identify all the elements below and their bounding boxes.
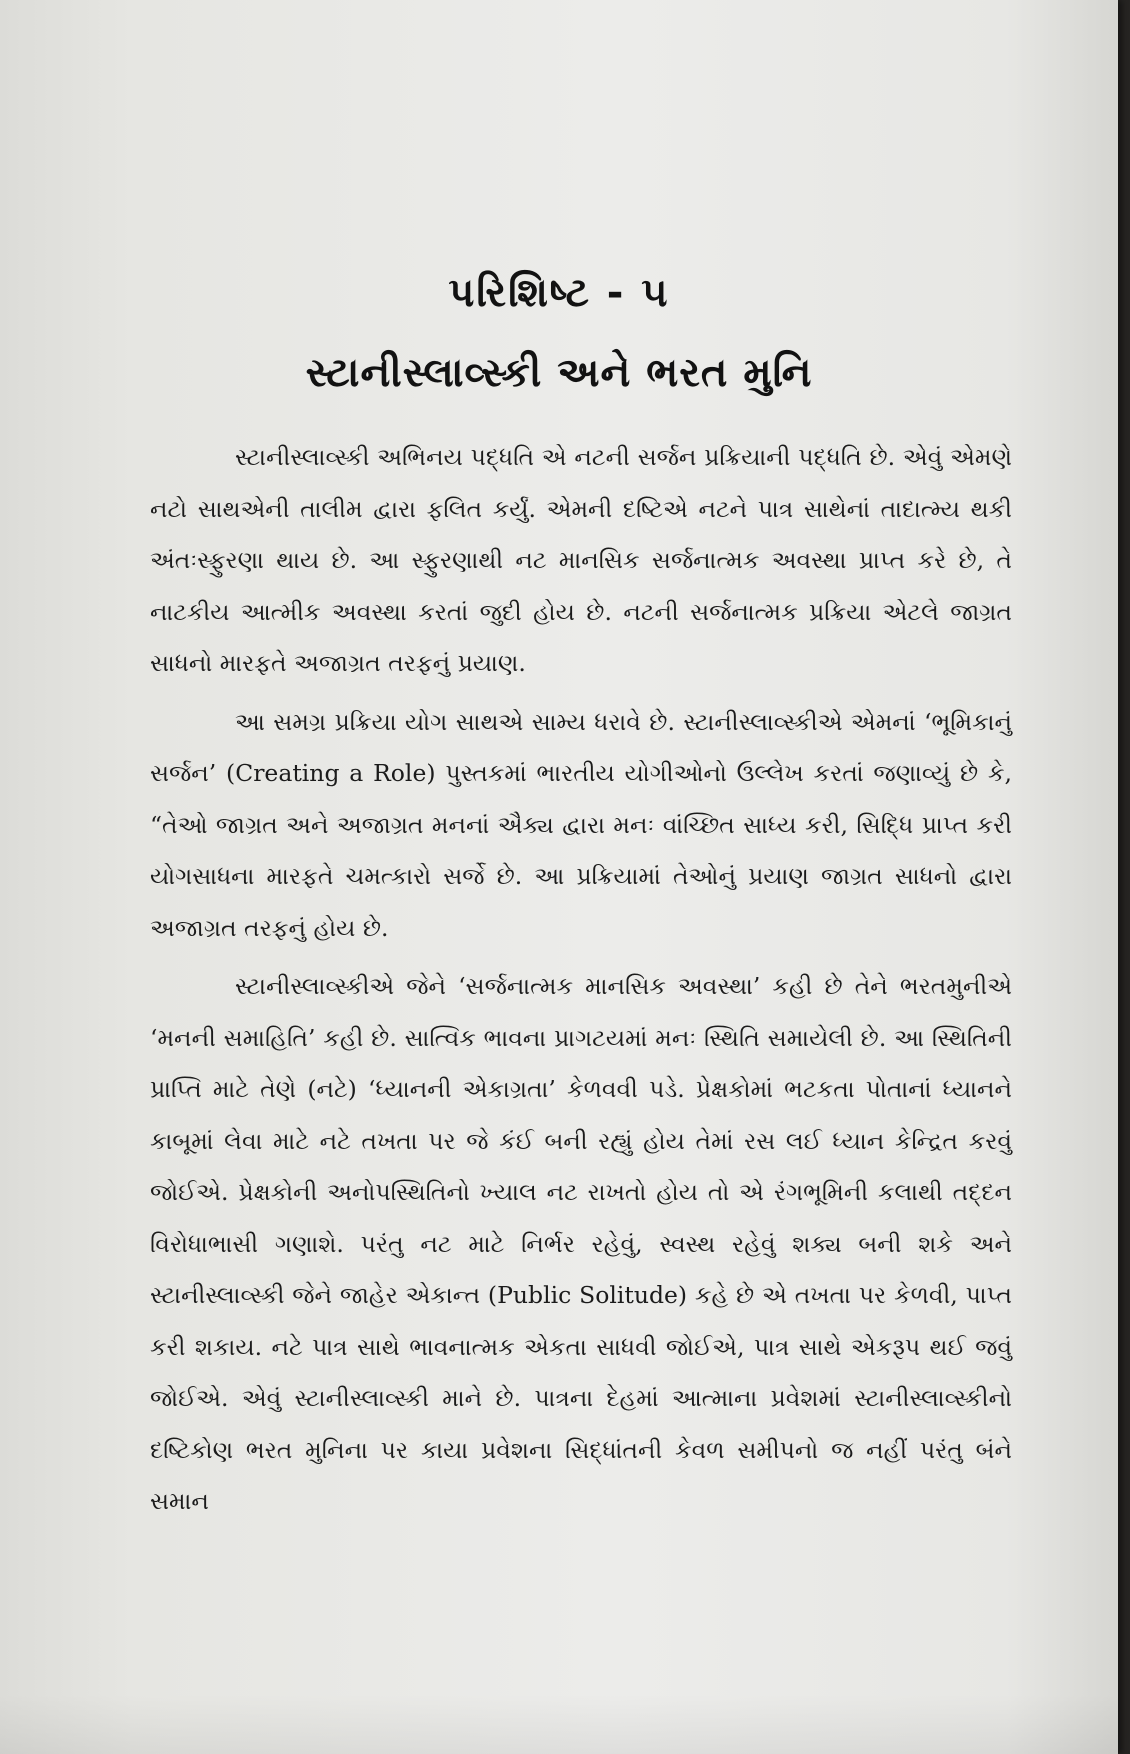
appendix-heading: પરિશિષ્ટ - ૫ — [448, 270, 670, 316]
running-head-bleed — [150, 170, 1030, 192]
paragraph-1: સ્ટાનીસ્લાવ્સ્કી અભિનય પદ્ધતિ એ નટની સર્જન પ્રક્રિયાની પદ્ધતિ છે. એવું એમણે નટો સાથએની તાલીમ દ્વારા ફલિત કર્યું. એમની દષ્ટિએ નટને પાત્ર સાથેનાં તાદાત્મ્ય થકી અંતઃસ્ફુરણા થાય છે. આ સ્ફુરણાથી નટ માનસિક સર્જનાત્મક અવસ્થા પ્રાપ્ત કરે છે, તે નાટકીય આત્મીક અવસ્થા કરતાં જુદી હોય છે. નટની સર્જનાત્મક પ્રક્રિયા એટલે જાગ્રત સાધનો મારફતે અજાગ્રત તરફનું પ્રયાણ. — [150, 443, 1012, 677]
page-shadow — [0, 1694, 1118, 1754]
paragraph-3: સ્ટાનીસ્લાવ્સ્કીએ જેને ‘સર્જનાત્મક માનસિક અવસ્થા’ કહી છે તેને ભરતમુનીએ ‘મનની સમાહિતિ’ કહી છે. સાત્વિક ભાવના પ્રાગટયમાં મનઃ સ્થિતિ સમાયેલી છે. આ સ્થિતિની પ્રાપ્તિ માટે તેણે (નટે) ‘ધ્યાનની એકાગ્રતા’ કેળવવી પડે. પ્રેક્ષકોમાં ભટકતા પોતાનાં ધ્યાનને કાબૂમાં લેવા માટે નટે તખતા પર જે કંઈ બની રહ્યું હોય તેમાં રસ લઈ ધ્યાન કેન્દ્રિત કરવું જોઈએ. પ્રેક્ષકોની અનોપસ્થિતિનો ખ્યાલ નટ રાખતો હોય તો એ રંગભૂમિની કલાથી તદ્દન વિરોધાભાસી ગણાશે. પરંતુ નટ માટે નિર્ભર રહેવું, સ્વસ્થ રહેવું શક્ય બની શકે અને સ્ટાનીસ્લાવ્સ્કી જેને જાહેર એકાન્ત (Public Solitude) કહે છે એ તખતા પર કેળવી, પાપ્ત કરી શકાય. નટે પાત્ર સાથે ભાવનાત્મક એકતા સાધવી જોઈએ, પાત્ર સાથે એકરૂપ થઈ જવું જોઈએ. એવું સ્ટાનીસ્લાવ્સ્કી માને છે. પાત્રના દેહમાં આત્માના પ્રવેશમાં સ્ટાનીસ્લાવ્સ્કીનો દષ્ટિકોણ ભરત મુનિના પર કાયા પ્રવેશના સિદ્ધાંતની કેવળ સમીપનો જ નહીં પરંતુ બંને સમાન — [150, 972, 1012, 1515]
chapter-title: સ્ટાનીસ્લાવ્સ્કી અને ભરત મુનિ — [305, 350, 813, 396]
body-text — [150, 432, 1012, 1535]
paragraph-2: આ સમગ્ર પ્રક્રિયા યોગ સાથએ સામ્ય ધરાવે છે. સ્ટાનીસ્લાવ્સ્કીએ એમનાં ‘ભૂમિકાનું સર્જન’ (Creating a Role) પુસ્તકમાં ભારતીય યોગીઓનો ઉલ્લેખ કરતાં જણાવ્યું છે કે, “તેઓ જાગ્રત અને અજાગ્રત મનનાં ઐક્ય દ્વારા મનઃ વાંચ્છિત સાધ્ય કરી, સિદ્ધિ પ્રાપ્ત કરી યોગસાધના મારફતે ચમત્કારો સર્જે છે. આ પ્રક્રિયામાં તેઓનું પ્રયાણ જાગ્રત સાધનો દ્વારા અજાગ્રત તરફનું હોય છે. — [150, 707, 1012, 942]
